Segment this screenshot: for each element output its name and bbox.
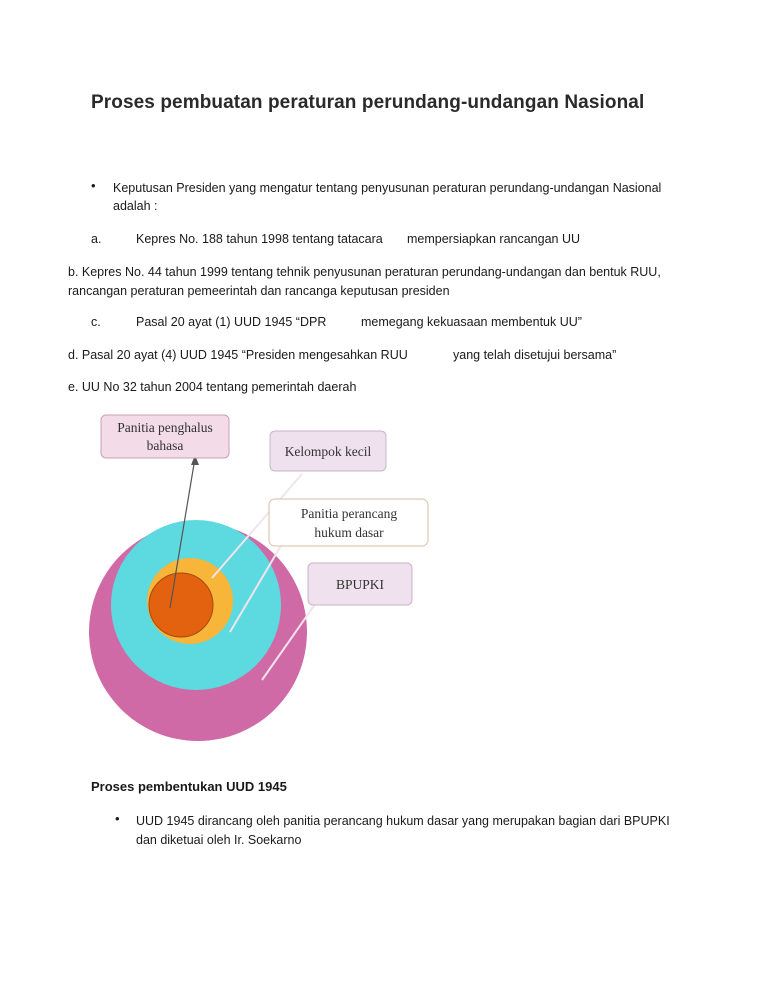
section-line-2: dan diketuai oleh Ir. Soekarno	[136, 833, 302, 847]
item-e-text: e. UU No 32 tahun 2004 tentang pemerintah daerah	[68, 380, 357, 394]
page-title: Proses pembuatan peraturan perundang-undangan Nasional	[91, 92, 645, 113]
box-kelompok	[270, 431, 386, 471]
bullet-icon: •	[91, 178, 96, 193]
intro-line-1: Keputusan Presiden yang mengatur tentang penyusunan peraturan perundang-undangan Nasional	[113, 181, 662, 195]
item-c-text-1: Pasal 20 ayat (1) UUD 1945 “DPR	[136, 315, 327, 329]
box-bpupki	[308, 563, 412, 605]
label-bpupki: BPUPKI	[335, 577, 385, 592]
box-perancang	[269, 499, 428, 546]
label-perancang-1: Panitia perancang	[300, 506, 398, 521]
label-kelompok: Kelompok kecil	[284, 444, 372, 459]
intro-line-2: adalah :	[113, 199, 158, 213]
item-c-text-2: memegang kekuasaan membentuk UU”	[361, 315, 582, 329]
section-line-1: UUD 1945 dirancang oleh panitia perancang hukum dasar yang merupakan bagian dari BPUPKI	[136, 814, 670, 828]
item-a-text-1: Kepres No. 188 tahun 1998 tentang tatacara	[136, 232, 383, 246]
core-circle-penghalus	[149, 573, 213, 637]
label-perancang-2: hukum dasar	[314, 525, 384, 540]
item-b-line-2: rancangan peraturan pemeerintah dan rancanga keputusan presiden	[68, 284, 450, 298]
box-penghalus	[101, 415, 229, 458]
organization-diagram	[0, 400, 768, 770]
label-penghalus-1: Panitia penghalus	[117, 420, 213, 435]
item-b-line-1: b. Kepres No. 44 tahun 1999 tentang tehnik penyusunan peraturan perundang-undangan dan bentuk RUU,	[68, 265, 661, 279]
nested-circles	[89, 520, 307, 741]
item-a-marker: a.	[91, 232, 102, 246]
section-heading: Proses pembentukan UUD 1945	[91, 779, 287, 794]
bullet-icon: •	[115, 811, 120, 826]
item-d-text-2: yang telah disetujui bersama”	[453, 348, 617, 362]
item-c-marker: c.	[91, 315, 101, 329]
item-a-text-2: mempersiapkan rancangan UU	[407, 232, 581, 246]
item-d-text-1: d. Pasal 20 ayat (4) UUD 1945 “Presiden mengesahkan RUU	[68, 348, 408, 362]
label-penghalus-2: bahasa	[146, 438, 184, 453]
